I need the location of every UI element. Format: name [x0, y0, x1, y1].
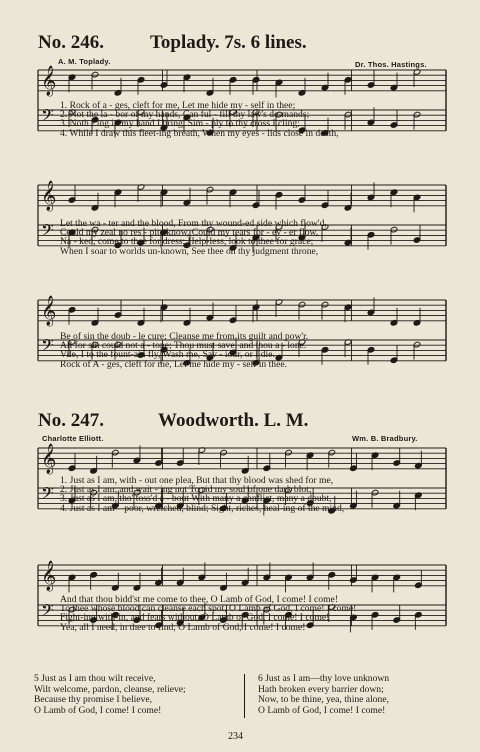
lyric-line: Rock of A - ges, cleft for me, Let me hide my - self in thee.	[60, 358, 287, 370]
verse-line: Wilt welcome, pardon, cleanse, relieve;	[34, 683, 186, 695]
lyric-line: 3. Just as I am, tho' toss'd a - bout With many a conflict, many a doubt,	[60, 493, 332, 505]
lyric-line: To thee whose blood can cleanse each spot, O Lamb of God, I come! I come!	[60, 603, 357, 615]
lyric-line: Fight-ing with-in, and fears without, O Lamb of God, I come! I come!	[60, 612, 330, 624]
lyric-line: All for sin could not a - tone; Thou must save, and thou a - lone.	[60, 340, 307, 352]
lyric-line: And that thou bidd'st me come to thee, O Lamb of God, I come! I come!	[60, 594, 339, 605]
lyric-line: 1. Rock of a - ges, cleft for me, Let me hide my - self in thee;	[60, 100, 296, 111]
lyric-line: Vile, I to the fount-ain fly, Wash me, Sav - iour, or I die.	[60, 349, 275, 361]
verse-line: Hath broken every barrier down;	[258, 683, 384, 695]
lyric-line: Could my zeal no res - pite know, Could my tears for - ev - er flow,	[60, 227, 319, 239]
hymn-246-title: Toplady. 7s. 6 lines.	[150, 32, 307, 53]
verse-line: Now, to be thine, yea, thine alone,	[258, 694, 389, 706]
hymn-246-composer: Dr. Thos. Hastings.	[355, 60, 427, 69]
bass-clef-icon: 𝄢	[41, 105, 54, 129]
lyric-line: Yea, all I need, in thee to find, O Lamb of God, I come! I come!	[60, 621, 306, 633]
treble-clef-icon: 𝄞	[41, 181, 57, 211]
verse-line: Because thy promise I believe,	[34, 694, 153, 706]
bass-clef-icon: 𝄢	[41, 600, 54, 624]
treble-clef-icon: 𝄞	[41, 444, 57, 474]
hymn-246-number: No. 246.	[38, 32, 104, 53]
lyric-line: When I soar to worlds un-known, See thee on thy judgment throne,	[60, 245, 319, 257]
treble-clef-icon: 𝄞	[41, 66, 57, 96]
verse-line: 6 Just as I am—thy love unknown	[258, 673, 390, 684]
lyric-line: 4. While I draw this fleet-ing breath, When my eyes - lids close in death,	[60, 127, 339, 139]
hymn-246-system-2-lyrics	[60, 219, 327, 256]
bass-clef-icon: 𝄢	[41, 483, 54, 507]
verse-line: 5 Just as I am thou wilt receive,	[34, 673, 156, 684]
page-number: 234	[228, 731, 243, 742]
verse-5	[34, 674, 186, 716]
hymn-246-system-3-lyrics	[60, 332, 308, 369]
hymn-247-composer: Wm. B. Bradbury.	[352, 434, 418, 443]
hymn-247-lyricist: Charlotte Elliott.	[42, 434, 104, 443]
lyric-line: 4. Just as I am—poor, wretched, blind; Sight, riches, heal-ing of the mind,	[60, 502, 345, 514]
lyric-line: 2. Not the la - bor of my hands, Can ful - fill thy law's de-mands;	[60, 109, 310, 121]
hymn-246-lyricist: A. M. Toplady.	[58, 57, 111, 66]
bass-clef-icon: 𝄢	[41, 335, 54, 359]
hymn-247-number: No. 247.	[38, 410, 104, 431]
verse-line: O Lamb of God, I come! I come!	[258, 704, 386, 716]
treble-clef-icon: 𝄞	[41, 561, 57, 591]
verse-divider	[244, 674, 245, 718]
verse-line: O Lamb of God, I come! I come!	[34, 704, 162, 716]
treble-clef-icon: 𝄞	[41, 296, 57, 326]
hymn-247-system-1-lyrics	[60, 476, 344, 513]
hymn-247-system-2-lyrics	[60, 595, 356, 632]
lyric-line: Na - ked, come to thee for dress; Help-less, look to thee for grace;	[60, 236, 314, 248]
hymn-247-title: Woodworth. L. M.	[158, 410, 309, 431]
bass-clef-icon: 𝄢	[41, 220, 54, 244]
lyric-line: 1. Just as I am, with - out one plea, But that thy blood was shed for me,	[60, 475, 334, 486]
lyric-line: 3. Noth - ing in my hand I bring, Sim - ply to thy cross I cling;	[60, 118, 300, 130]
lyric-line: 2. Just as I am, and wait - ing not To rid my soul of one dark blot,	[60, 484, 312, 496]
lyric-line: Let the wa - ter and the blood, From thy wound-ed side which flow'd,	[60, 218, 327, 229]
lyric-line: Be of sin the doub - le cure; Cleanse me from its guilt and pow'r.	[60, 331, 309, 342]
verse-6	[258, 674, 389, 716]
hymn-246-system-1-lyrics	[60, 101, 339, 138]
